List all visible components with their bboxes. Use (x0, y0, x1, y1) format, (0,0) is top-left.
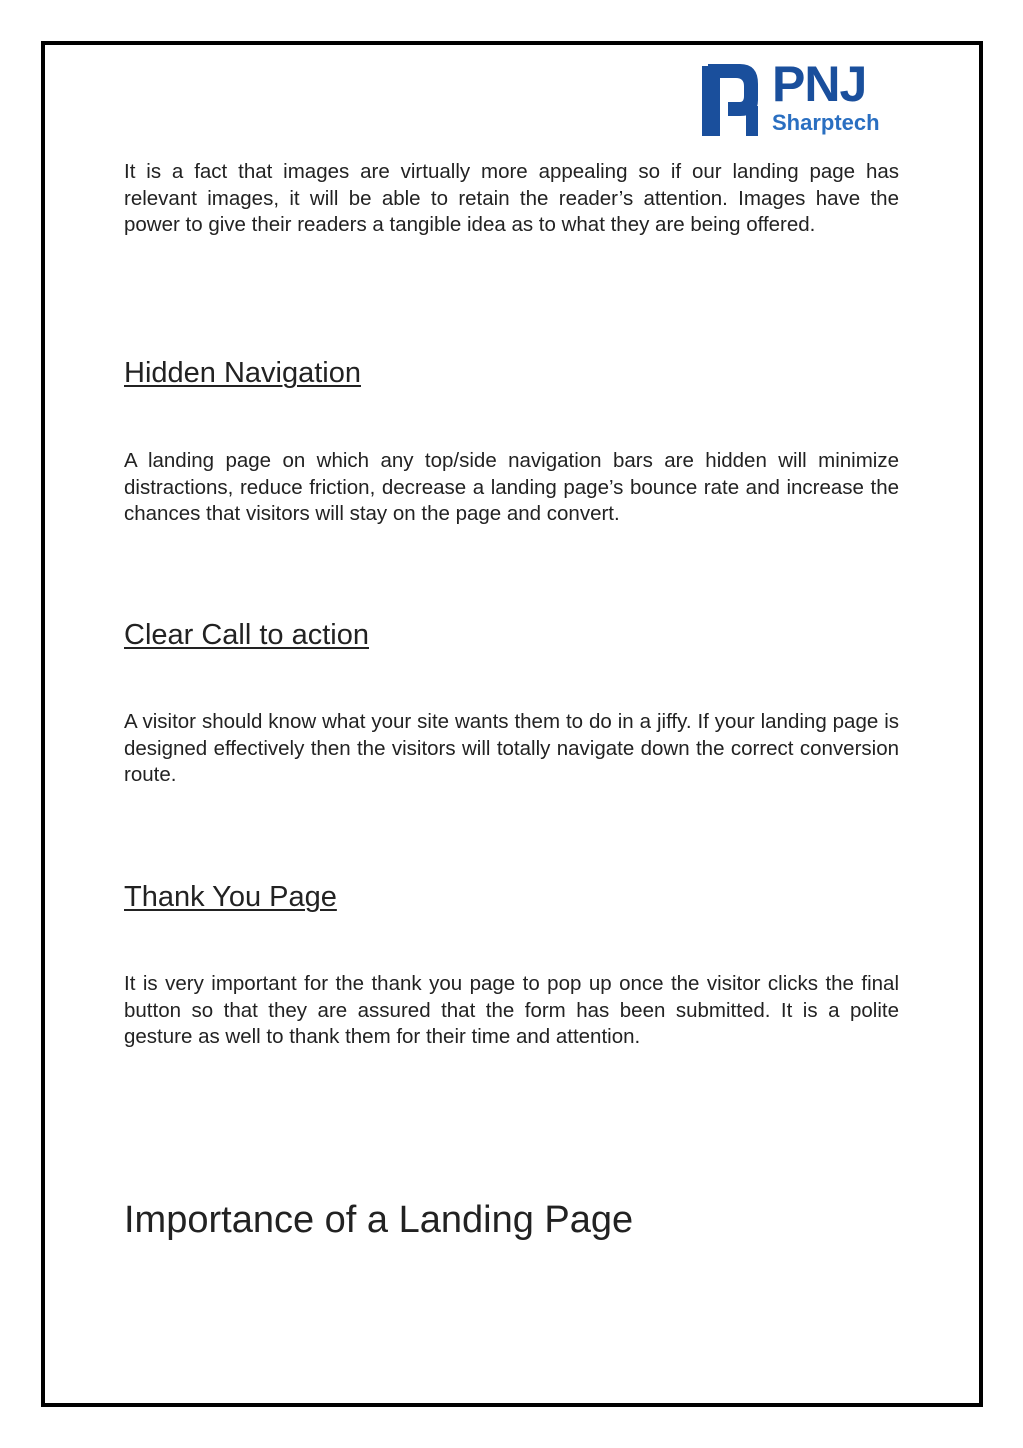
section-heading: Clear Call to action (124, 619, 369, 651)
section-thank-you-page-body (124, 971, 899, 1051)
logo-tagline: Sharptech (772, 110, 880, 135)
section-paragraph: A visitor should know what your site wants them to do in a jiffy. If your landing page is designed effectively then the visitors will totally navigate down the correct conversion route. (124, 710, 899, 787)
section-thank-you-page (124, 880, 899, 914)
intro-section (124, 159, 899, 239)
section-paragraph: It is very important for the thank you page to pop up once the visitor clicks the final button so that they are assured that the form has been submitted. It is a polite gesture as well to thank them for their time and attention. (124, 972, 899, 1049)
section-heading: Hidden Navigation (124, 357, 361, 389)
section-clear-call-to-action (124, 618, 899, 652)
logo-brand-text: PNJ (772, 56, 867, 112)
section-hidden-navigation (124, 356, 899, 390)
section-heading: Thank You Page (124, 881, 337, 913)
company-logo (700, 56, 890, 140)
section-clear-call-to-action-body (124, 709, 899, 789)
importance-heading: Importance of a Landing Page (124, 1199, 634, 1241)
section-hidden-navigation-body (124, 448, 899, 528)
pnj-logo-icon (700, 60, 762, 140)
intro-paragraph: It is a fact that images are virtually more appealing so if our landing page has relevant images, it will be able to retain the reader’s attention. Images have the power to give their readers a tangible idea as to what they are being offered. (124, 160, 899, 237)
final-section (124, 1198, 899, 1242)
section-paragraph: A landing page on which any top/side navigation bars are hidden will minimize distractions, reduce friction, decrease a landing page’s bounce rate and increase the chances that visitors will stay on the page and convert. (124, 449, 899, 526)
